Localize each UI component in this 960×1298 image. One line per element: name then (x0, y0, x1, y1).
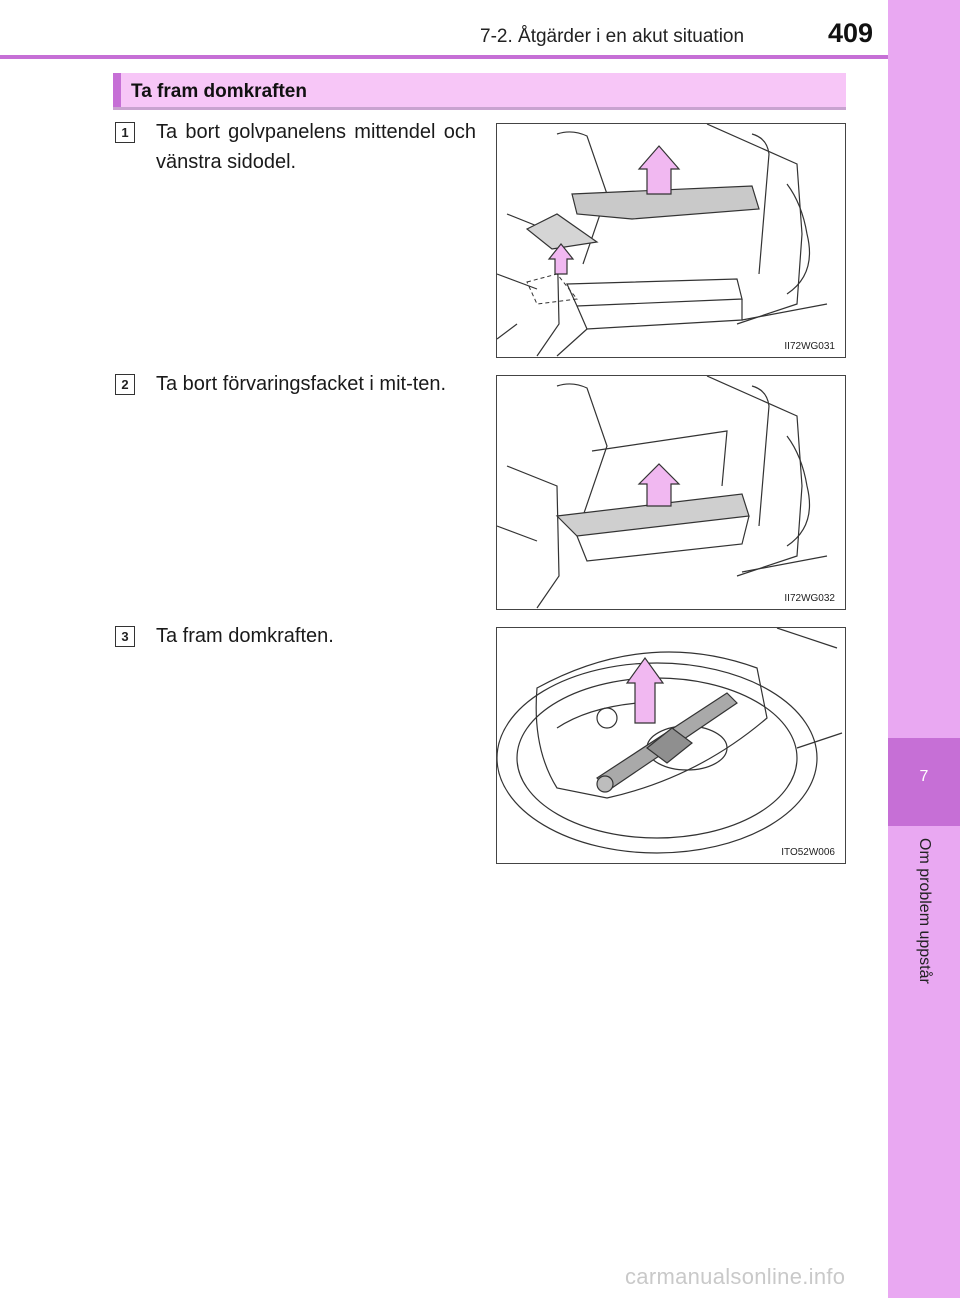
figure-code-2: II72WG032 (784, 593, 835, 604)
chapter-title: Om problem uppstår (916, 838, 933, 984)
figure-code-1: II72WG031 (784, 341, 835, 352)
step-number-2: 2 (115, 374, 135, 395)
figure-remove-floor-panels (496, 123, 846, 358)
jack-illustration (497, 628, 845, 863)
header-rule (0, 55, 888, 59)
heading-accent-bar (113, 73, 121, 107)
step-number-3: 3 (115, 626, 135, 647)
watermark: carmanualsonline.info (625, 1264, 846, 1289)
figure-take-out-jack (496, 627, 846, 864)
step-text-1: Ta bort golvpanelens mittendel och vänstra sidodel. (156, 121, 476, 173)
figure-remove-storage-tray (496, 375, 846, 610)
chapter-number: 7 (919, 768, 929, 785)
step-text-2: Ta bort förvaringsfacket i mit-ten. (156, 373, 447, 395)
floor-panel-illustration (497, 124, 845, 357)
chapter-side-tab (888, 0, 960, 1298)
step-text-3: Ta fram domkraften. (156, 625, 334, 647)
figure-code-3: ITO52W006 (781, 847, 835, 858)
heading-title: Ta fram domkraften (131, 81, 307, 102)
heading-box (113, 73, 846, 110)
storage-tray-illustration (497, 376, 845, 609)
page-number: 409 (828, 18, 874, 48)
section-title: 7-2. Åtgärder i en akut situation (480, 26, 745, 47)
step-number-1: 1 (115, 122, 135, 143)
